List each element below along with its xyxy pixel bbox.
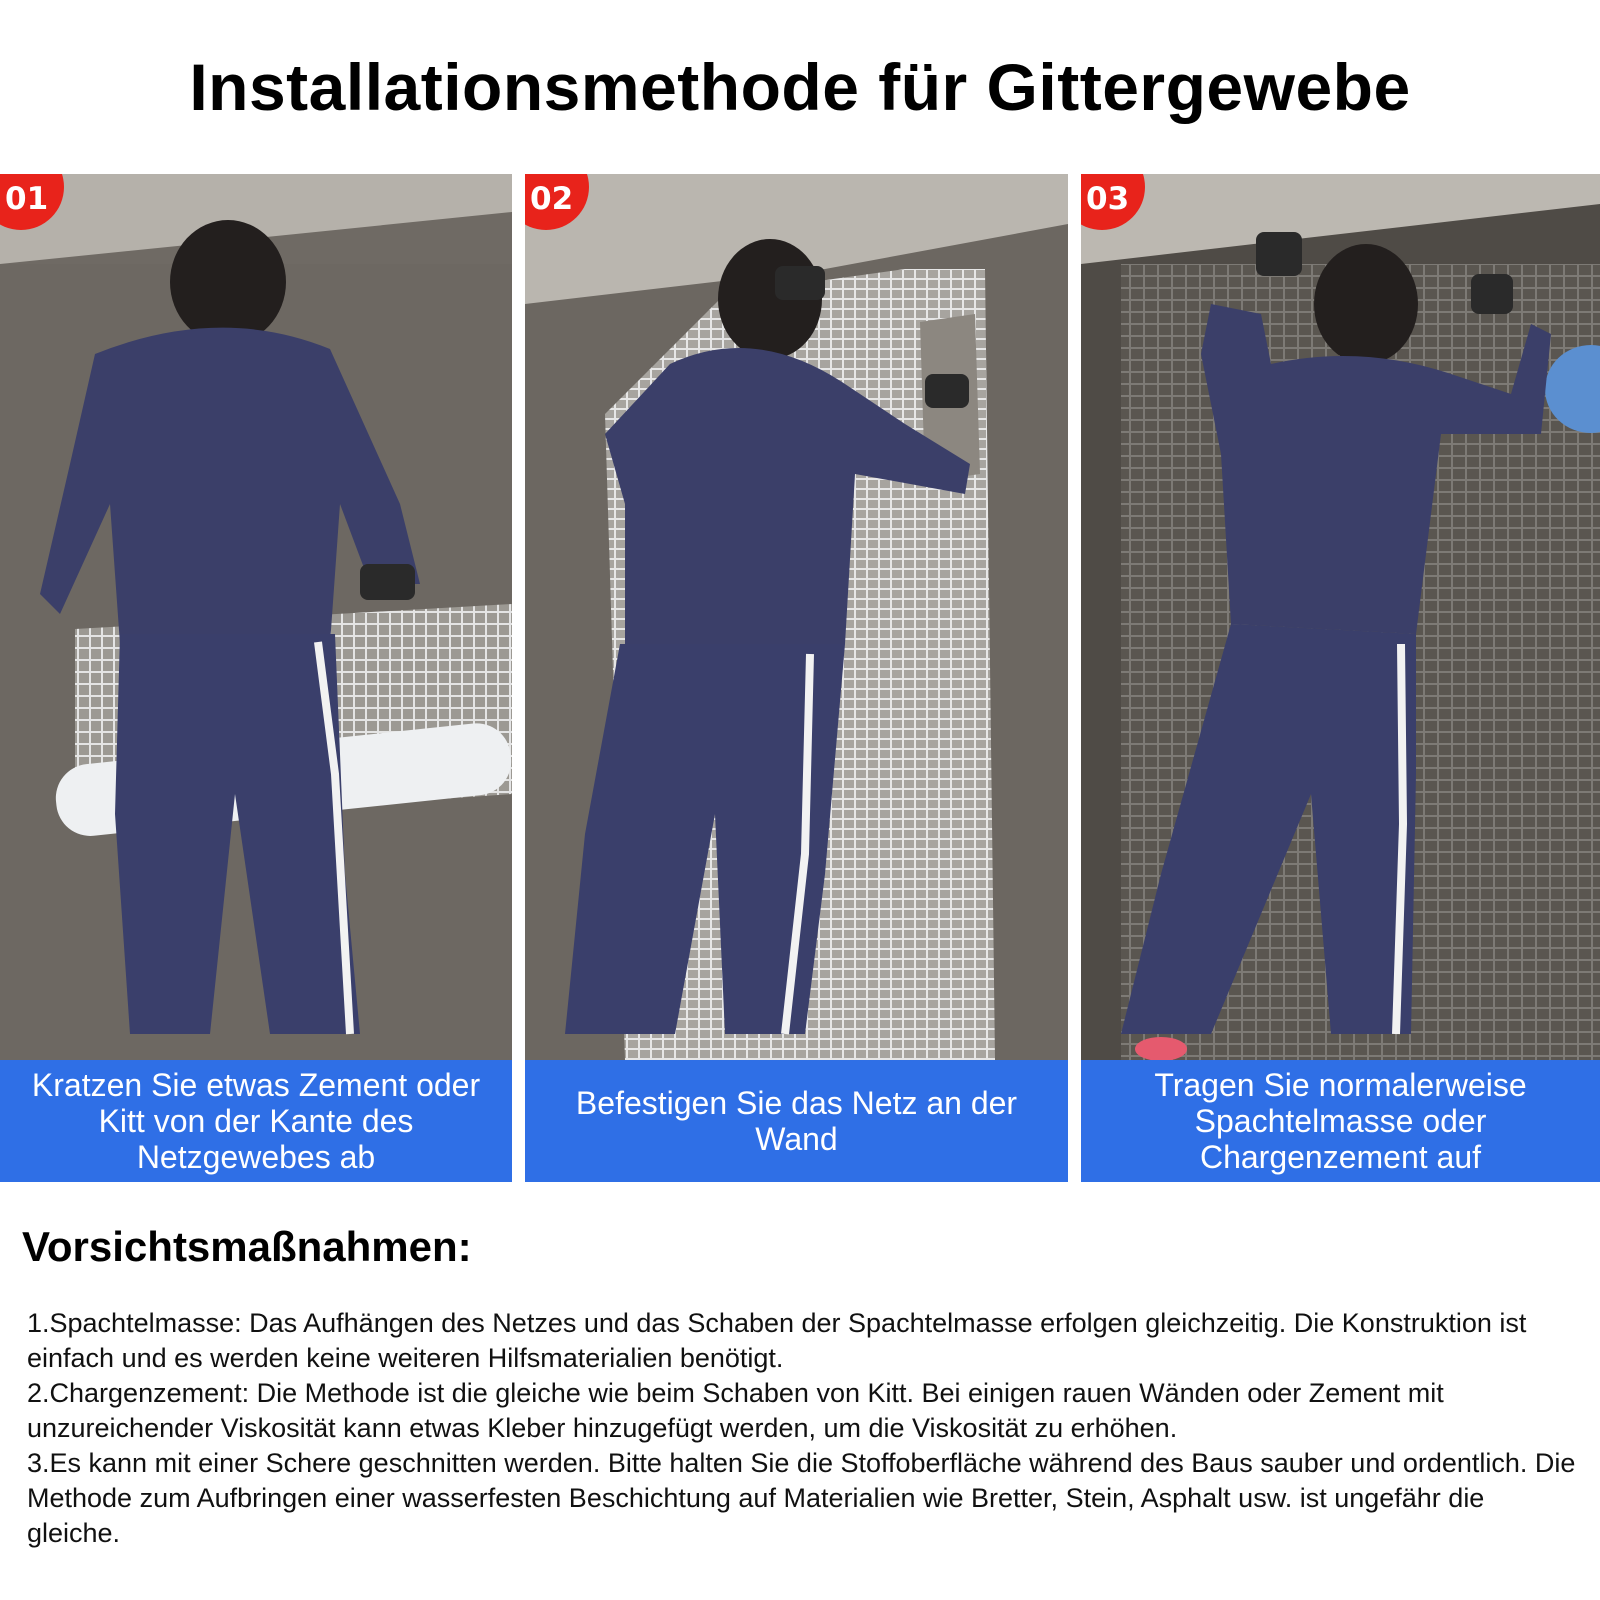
precautions-title: Vorsichtsmaßnahmen: [22,1223,472,1270]
precaution-item: 3.Es kann mit einer Schere geschnitten werden. Bitte halten Sie die Stoffoberfläche während des Baus sauber und ordentlich. Die Methode zum Aufbringen einer wasserfesten Beschichtung auf Materialien wie Bretter, Stein, Asphalt usw. ist ungefähr die gleiche. [27,1448,1576,1548]
precaution-item: 2.Chargenzement: Die Methode ist die gleiche wie beim Schaben von Kitt. Bei einigen rauen Wänden oder Zement mit unzureichender Viskosität kann etwas Kleber hinzugefügt werden, um die Viskosität zu erhöhen. [27,1378,1444,1443]
step-2-photo [525,174,1068,1060]
precaution-item: 1.Spachtelmasse: Das Aufhängen des Netzes und das Schaben der Spachtelmasse erfolgen gleichzeitig. Die Konstruktion ist einfach und es werden keine weiteren Hilfsmaterialien benötigt. [27,1308,1527,1373]
step-2-panel [525,174,1068,1182]
precautions-list [27,1306,1582,1551]
step-1-caption: Kratzen Sie etwas Zement oder Kitt von der Kante des Netzgewebes ab [0,1060,512,1182]
step-3-panel [1081,174,1600,1182]
step-2-caption: Befestigen Sie das Netz an der Wand [525,1060,1068,1182]
step-3-photo [1081,174,1600,1060]
step-1-photo [0,174,512,1060]
step-1-badge: 01 [0,174,64,230]
page-title: Installationsmethode für Gittergewebe [189,50,1411,124]
step-3-badge: 03 [1081,174,1145,230]
step-3-caption: Tragen Sie normalerweise Spachtelmasse oder Chargenzement auf [1081,1060,1600,1182]
step-2-badge: 02 [525,174,589,230]
step-1-panel [0,174,512,1182]
